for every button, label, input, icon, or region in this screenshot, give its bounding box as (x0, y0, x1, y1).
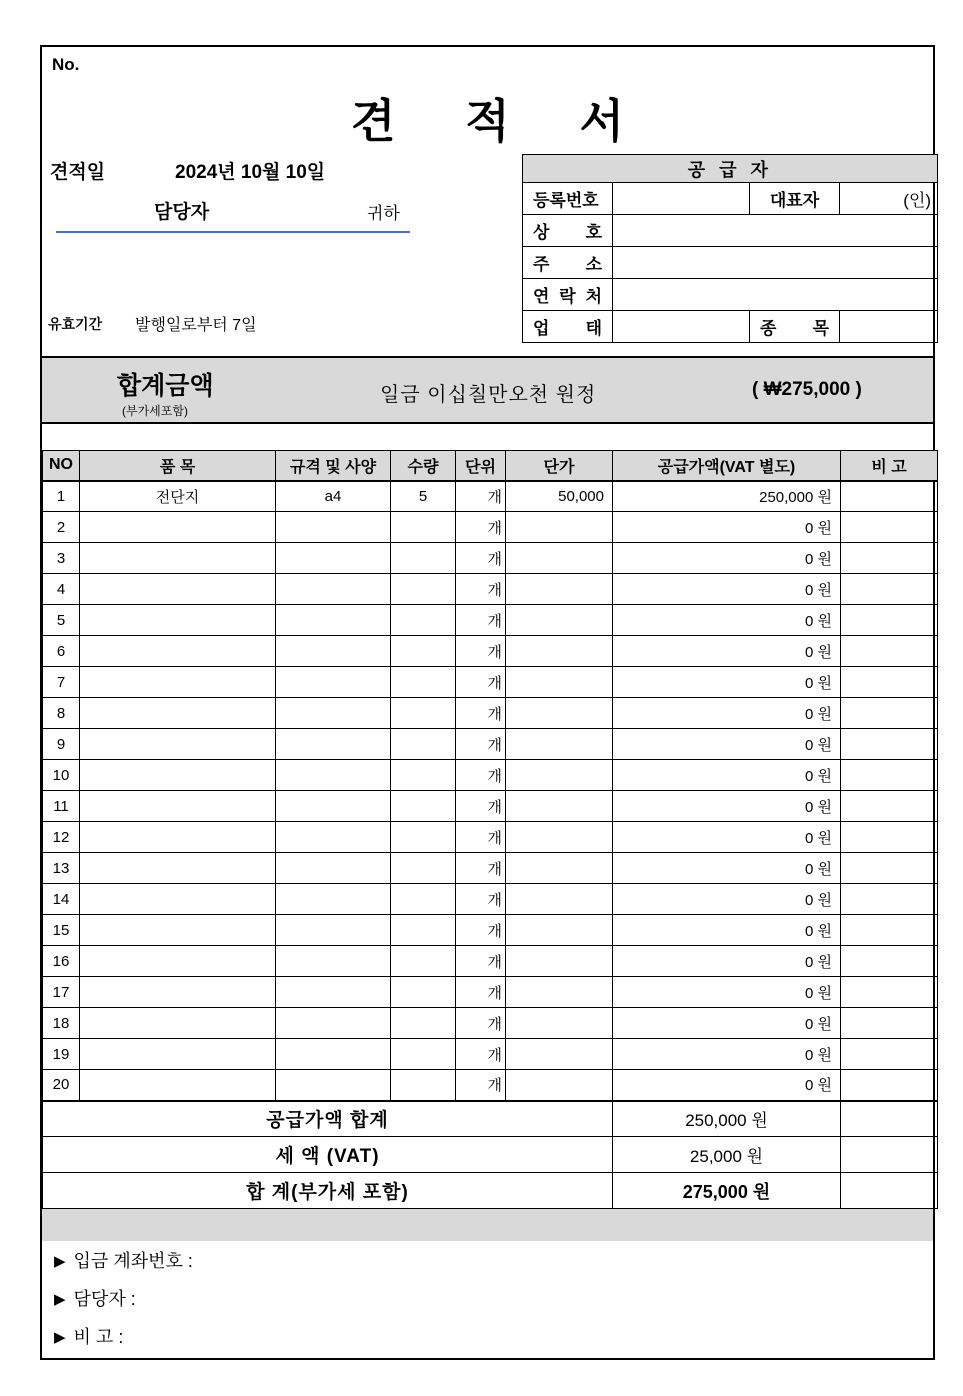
price-cell (506, 791, 613, 822)
price-cell (506, 760, 613, 791)
unit-cell: 개 (456, 791, 506, 822)
price-cell (506, 605, 613, 636)
price-cell (506, 946, 613, 977)
price-cell (506, 574, 613, 605)
amount-cell: 250,000 원 (613, 481, 841, 512)
amount-cell: 0 원 (613, 915, 841, 946)
item-row (43, 636, 938, 667)
amount-cell: 0 원 (613, 698, 841, 729)
price-cell (506, 698, 613, 729)
spec-cell (276, 698, 391, 729)
recipient-underline (56, 231, 410, 233)
bottom-gray-band (42, 1208, 933, 1241)
no-cell: 5 (43, 605, 80, 636)
amount-cell: 0 원 (613, 946, 841, 977)
item-row (43, 822, 938, 853)
no-cell: 20 (43, 1070, 80, 1101)
total-amount-sublabel: (부가세포함) (122, 404, 188, 418)
quote-date-value: 2024년 10월 10일 (175, 162, 326, 183)
note-bank-account (54, 1247, 193, 1273)
unit-cell: 개 (456, 853, 506, 884)
validity-label: 유효기간 (48, 316, 103, 332)
unit-cell: 개 (456, 1070, 506, 1101)
item-row (43, 915, 938, 946)
no-cell: 2 (43, 512, 80, 543)
no-cell: 11 (43, 791, 80, 822)
supplier-address-row (523, 247, 938, 279)
item-cell (80, 1039, 276, 1070)
spec-cell (276, 1039, 391, 1070)
note-cell (841, 977, 938, 1008)
item-cell (80, 543, 276, 574)
item-row (43, 791, 938, 822)
bizitem-label: 종 목 (750, 311, 840, 343)
triangle-bullet-icon: ▶ (54, 1291, 66, 1308)
supplier-regno-row (523, 183, 938, 215)
price-cell (506, 512, 613, 543)
header-spec: 규격 및 사양 (276, 451, 391, 481)
item-cell (80, 729, 276, 760)
item-row (43, 667, 938, 698)
qty-cell (391, 977, 456, 1008)
item-row (43, 977, 938, 1008)
total-amount-text: 일금 이십칠만오천 원정 (380, 384, 597, 406)
company-label: 상 호 (523, 215, 613, 247)
subtotal-row (43, 1101, 938, 1137)
item-row (43, 605, 938, 636)
item-row (43, 729, 938, 760)
qty-cell (391, 915, 456, 946)
header-qty: 수량 (391, 451, 456, 481)
ceo-label: 대표자 (750, 183, 840, 215)
bizitem-value (840, 311, 938, 343)
unit-cell: 개 (456, 977, 506, 1008)
note-contact-person-label: 담당자 : (73, 1289, 136, 1309)
company-value (613, 215, 938, 247)
amount-cell: 0 원 (613, 667, 841, 698)
amount-cell: 0 원 (613, 977, 841, 1008)
contact-value (613, 279, 938, 311)
spec-cell (276, 512, 391, 543)
vat-label: 세 액 (VAT) (43, 1137, 613, 1173)
total-amount-number: ( ₩275,000 ) (752, 379, 862, 400)
subtotal-value: 250,000 원 (613, 1101, 841, 1137)
regno-label: 등록번호 (523, 183, 613, 215)
amount-cell: 0 원 (613, 512, 841, 543)
header-price: 단가 (506, 451, 613, 481)
price-cell (506, 729, 613, 760)
regno-value (613, 183, 750, 215)
item-cell (80, 698, 276, 729)
item-row (43, 698, 938, 729)
doc-number-label: No. (52, 55, 80, 74)
note-cell (841, 915, 938, 946)
qty-cell (391, 636, 456, 667)
subtotal-label: 공급가액 합계 (43, 1101, 613, 1137)
qty-cell (391, 574, 456, 605)
item-cell: 전단지 (80, 481, 276, 512)
spec-cell (276, 1070, 391, 1101)
item-cell (80, 760, 276, 791)
amount-cell: 0 원 (613, 760, 841, 791)
qty-cell (391, 853, 456, 884)
supplier-contact-row (523, 279, 938, 311)
amount-cell: 0 원 (613, 729, 841, 760)
vat-note (841, 1137, 938, 1173)
supplier-header: 공 급 자 (523, 155, 938, 183)
header-amount: 공급가액(VAT 별도) (613, 451, 841, 481)
items-header-row (43, 451, 938, 481)
no-cell: 15 (43, 915, 80, 946)
validity-value: 발행일로부터 7일 (135, 317, 257, 334)
contact-label: 연 락 처 (523, 279, 613, 311)
amount-cell: 0 원 (613, 884, 841, 915)
unit-cell: 개 (456, 760, 506, 791)
no-cell: 9 (43, 729, 80, 760)
biztype-value (613, 311, 750, 343)
item-row (43, 760, 938, 791)
recipient-name: 담당자 (154, 202, 210, 223)
spec-cell (276, 822, 391, 853)
note-cell (841, 636, 938, 667)
address-value (613, 247, 938, 279)
item-cell (80, 853, 276, 884)
total-amount-band (42, 356, 933, 424)
no-cell: 3 (43, 543, 80, 574)
amount-cell: 0 원 (613, 1039, 841, 1070)
note-contact-person (54, 1285, 136, 1311)
item-cell (80, 946, 276, 977)
triangle-bullet-icon: ▶ (54, 1329, 66, 1346)
spec-cell (276, 1008, 391, 1039)
qty-cell: 5 (391, 481, 456, 512)
price-cell (506, 822, 613, 853)
unit-cell: 개 (456, 946, 506, 977)
grand-total-value: 275,000 원 (613, 1173, 841, 1209)
note-cell (841, 574, 938, 605)
note-cell (841, 1008, 938, 1039)
unit-cell: 개 (456, 1039, 506, 1070)
price-cell: 50,000 (506, 481, 613, 512)
item-cell (80, 1070, 276, 1101)
supplier-table (522, 154, 938, 343)
amount-cell: 0 원 (613, 1070, 841, 1101)
spec-cell (276, 574, 391, 605)
item-row (43, 1039, 938, 1070)
item-cell (80, 512, 276, 543)
supplier-biztype-row (523, 311, 938, 343)
unit-cell: 개 (456, 543, 506, 574)
note-cell (841, 946, 938, 977)
supplier-header-row (523, 155, 938, 183)
item-row (43, 543, 938, 574)
item-row (43, 853, 938, 884)
note-cell (841, 543, 938, 574)
vat-row (43, 1137, 938, 1173)
qty-cell (391, 884, 456, 915)
spec-cell (276, 946, 391, 977)
unit-cell: 개 (456, 667, 506, 698)
price-cell (506, 1039, 613, 1070)
note-cell (841, 791, 938, 822)
triangle-bullet-icon: ▶ (54, 1253, 66, 1270)
no-cell: 13 (43, 853, 80, 884)
no-cell: 8 (43, 698, 80, 729)
item-cell (80, 791, 276, 822)
no-cell: 1 (43, 481, 80, 512)
note-cell (841, 512, 938, 543)
seal-text: (인) (840, 183, 938, 215)
address-label: 주 소 (523, 247, 613, 279)
qty-cell (391, 729, 456, 760)
spec-cell (276, 884, 391, 915)
spec-cell (276, 915, 391, 946)
price-cell (506, 853, 613, 884)
spec-cell (276, 853, 391, 884)
spec-cell (276, 605, 391, 636)
spec-cell (276, 760, 391, 791)
item-row (43, 512, 938, 543)
grand-total-row (43, 1173, 938, 1209)
qty-cell (391, 667, 456, 698)
qty-cell (391, 512, 456, 543)
note-cell (841, 481, 938, 512)
no-cell: 17 (43, 977, 80, 1008)
note-cell (841, 853, 938, 884)
total-amount-label: 합계금액 (117, 372, 214, 400)
item-row (43, 946, 938, 977)
grand-total-label: 합 계(부가세 포함) (43, 1173, 613, 1209)
note-bank-account-label: 입금 계좌번호 : (73, 1251, 193, 1271)
qty-cell (391, 698, 456, 729)
unit-cell: 개 (456, 512, 506, 543)
amount-cell: 0 원 (613, 791, 841, 822)
price-cell (506, 543, 613, 574)
grand-total-note (841, 1173, 938, 1209)
unit-cell: 개 (456, 605, 506, 636)
item-row (43, 1070, 938, 1101)
price-cell (506, 1008, 613, 1039)
item-cell (80, 1008, 276, 1039)
amount-cell: 0 원 (613, 636, 841, 667)
note-cell (841, 698, 938, 729)
unit-cell: 개 (456, 822, 506, 853)
spec-cell (276, 729, 391, 760)
spec-cell (276, 977, 391, 1008)
amount-cell: 0 원 (613, 1008, 841, 1039)
amount-cell: 0 원 (613, 574, 841, 605)
no-cell: 18 (43, 1008, 80, 1039)
quote-date-label: 견적일 (50, 162, 106, 183)
spec-cell: a4 (276, 481, 391, 512)
item-row (43, 1008, 938, 1039)
no-cell: 7 (43, 667, 80, 698)
unit-cell: 개 (456, 698, 506, 729)
unit-cell: 개 (456, 574, 506, 605)
no-cell: 4 (43, 574, 80, 605)
document-frame (40, 45, 935, 1360)
unit-cell: 개 (456, 729, 506, 760)
no-cell: 16 (43, 946, 80, 977)
qty-cell (391, 1070, 456, 1101)
note-remark (54, 1323, 123, 1349)
item-cell (80, 605, 276, 636)
note-remark-label: 비 고 : (73, 1327, 124, 1347)
header-no: NO (43, 451, 80, 481)
item-row (43, 884, 938, 915)
price-cell (506, 1070, 613, 1101)
item-row (43, 574, 938, 605)
qty-cell (391, 822, 456, 853)
spec-cell (276, 636, 391, 667)
unit-cell: 개 (456, 636, 506, 667)
items-tbody (43, 481, 938, 1101)
amount-cell: 0 원 (613, 543, 841, 574)
spec-cell (276, 667, 391, 698)
amount-cell: 0 원 (613, 853, 841, 884)
unit-cell: 개 (456, 481, 506, 512)
header-item: 품 목 (80, 451, 276, 481)
price-cell (506, 667, 613, 698)
note-cell (841, 884, 938, 915)
no-cell: 19 (43, 1039, 80, 1070)
unit-cell: 개 (456, 915, 506, 946)
biztype-label: 업 태 (523, 311, 613, 343)
items-table (42, 450, 938, 1209)
qty-cell (391, 605, 456, 636)
no-cell: 6 (43, 636, 80, 667)
note-cell (841, 1039, 938, 1070)
note-cell (841, 760, 938, 791)
price-cell (506, 977, 613, 1008)
item-cell (80, 884, 276, 915)
note-cell (841, 605, 938, 636)
no-cell: 10 (43, 760, 80, 791)
price-cell (506, 636, 613, 667)
recipient-suffix: 귀하 (367, 204, 400, 223)
page-title: 견 적 서 (351, 95, 653, 147)
spec-cell (276, 543, 391, 574)
spec-cell (276, 791, 391, 822)
unit-cell: 개 (456, 884, 506, 915)
no-cell: 14 (43, 884, 80, 915)
item-cell (80, 667, 276, 698)
note-cell (841, 822, 938, 853)
price-cell (506, 915, 613, 946)
vat-value: 25,000 원 (613, 1137, 841, 1173)
amount-cell: 0 원 (613, 822, 841, 853)
no-cell: 12 (43, 822, 80, 853)
note-cell (841, 667, 938, 698)
qty-cell (391, 1008, 456, 1039)
item-cell (80, 915, 276, 946)
item-cell (80, 636, 276, 667)
item-cell (80, 977, 276, 1008)
qty-cell (391, 760, 456, 791)
note-cell (841, 729, 938, 760)
price-cell (506, 884, 613, 915)
header-unit: 단위 (456, 451, 506, 481)
qty-cell (391, 543, 456, 574)
header-note: 비 고 (841, 451, 938, 481)
item-row (43, 481, 938, 512)
amount-cell: 0 원 (613, 605, 841, 636)
item-cell (80, 822, 276, 853)
note-cell (841, 1070, 938, 1101)
qty-cell (391, 1039, 456, 1070)
qty-cell (391, 791, 456, 822)
subtotal-note (841, 1101, 938, 1137)
unit-cell: 개 (456, 1008, 506, 1039)
item-cell (80, 574, 276, 605)
supplier-company-row (523, 215, 938, 247)
qty-cell (391, 946, 456, 977)
